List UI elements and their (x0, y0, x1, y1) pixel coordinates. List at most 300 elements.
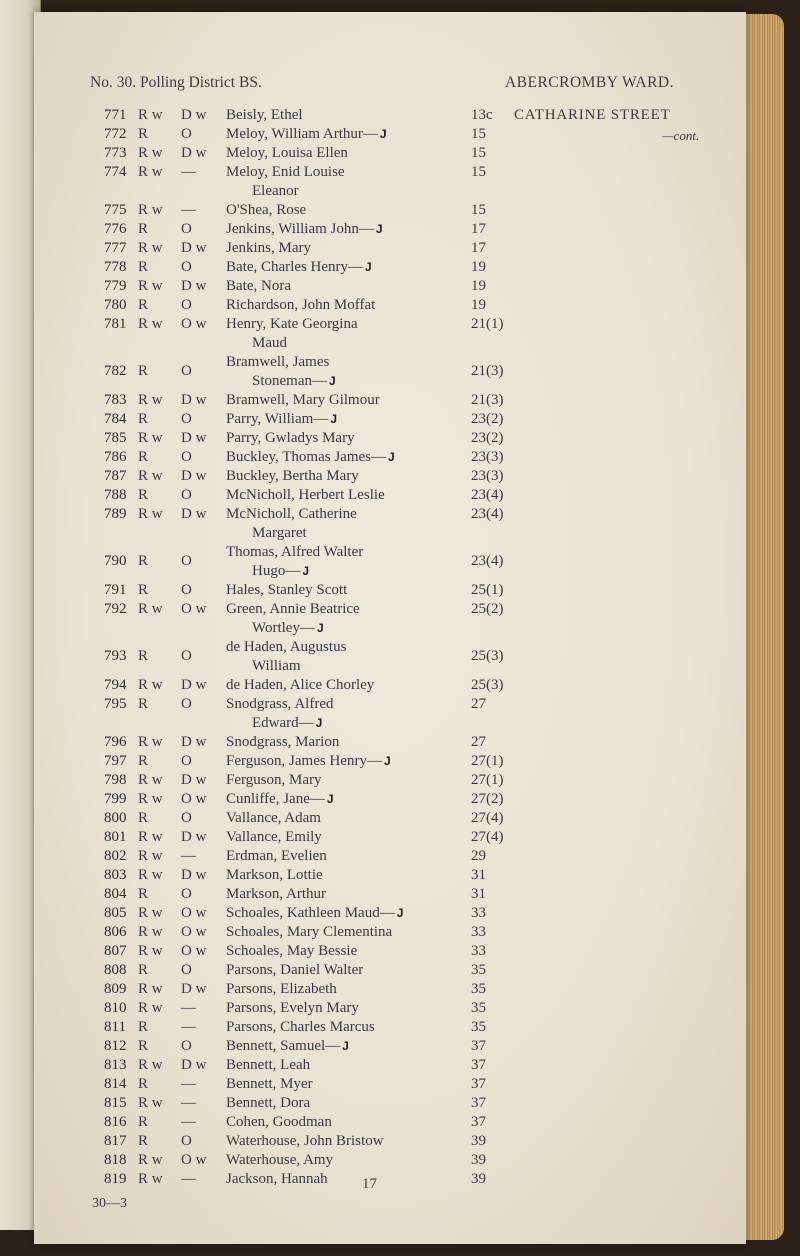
qualification-residence: R (138, 1019, 149, 1035)
house-number: 33 (471, 943, 486, 959)
qualification-occupation: O (181, 411, 192, 427)
house-number: 37 (471, 1076, 486, 1092)
qualification-residence: R (138, 1038, 149, 1054)
list-item (34, 220, 746, 239)
qualification-residence: R w (138, 240, 163, 256)
elector-number: 789 (104, 506, 127, 522)
list-item (34, 258, 746, 277)
elector-name (226, 866, 466, 885)
house-number: 39 (471, 1152, 486, 1168)
house-number: 23(4) (471, 487, 504, 503)
list-item (34, 353, 746, 391)
elector-name (226, 733, 466, 752)
continued-note: —cont. (662, 128, 700, 143)
qualification-occupation: O (181, 363, 192, 379)
elector-number: 793 (104, 648, 127, 664)
signature-code: 30—3 (92, 1196, 127, 1211)
qualification-occupation: — (181, 1076, 196, 1092)
qualification-occupation: D w (181, 677, 207, 693)
list-item (34, 847, 746, 866)
list-item (34, 695, 746, 733)
name-continuation-text: Edward— (252, 715, 314, 731)
qualification-residence: R w (138, 848, 163, 864)
qualification-residence: R (138, 1076, 149, 1092)
list-item (34, 581, 746, 600)
qualification-residence: R w (138, 278, 163, 294)
name-continuation (252, 619, 324, 638)
name-continuation (252, 657, 301, 676)
elector-name (226, 771, 466, 790)
qualification-residence: R (138, 449, 149, 465)
list-item (34, 277, 746, 296)
qualification-occupation: O (181, 1133, 192, 1149)
page-number: 17 (362, 1176, 377, 1192)
name-continuation (252, 334, 287, 353)
list-item (34, 809, 746, 828)
name-text: Green, Annie Beatrice (226, 601, 360, 617)
qualification-occupation: O w (181, 601, 207, 617)
polling-district: No. 30. Polling District BS. (90, 74, 262, 91)
elector-name (226, 410, 466, 429)
elector-number: 812 (104, 1038, 127, 1054)
list-item (34, 315, 746, 353)
name-text: Jenkins, Mary (226, 240, 311, 256)
elector-number: 809 (104, 981, 127, 997)
juror-mark: J (315, 716, 323, 730)
qualification-residence: R (138, 1114, 149, 1130)
name-text: de Haden, Alice Chorley (226, 677, 375, 693)
house-number: 23(4) (471, 506, 504, 522)
qualification-occupation: O w (181, 924, 207, 940)
house-number: 27 (471, 696, 486, 712)
list-item (34, 391, 746, 410)
qualification-residence: R w (138, 1095, 163, 1111)
house-number: 27(4) (471, 810, 504, 826)
qualification-residence: R w (138, 981, 163, 997)
qualification-occupation: D w (181, 392, 207, 408)
name-text: Meloy, Enid Louise (226, 164, 345, 180)
elector-number: 782 (104, 363, 127, 379)
name-text: Markson, Lottie (226, 867, 323, 883)
name-text: Schoales, Kathleen Maud— (226, 905, 395, 921)
name-continuation (252, 714, 322, 733)
house-number: 23(3) (471, 468, 504, 484)
house-number: 39 (471, 1171, 486, 1187)
elector-number: 792 (104, 601, 127, 617)
elector-name (226, 486, 466, 505)
qualification-occupation: O (181, 886, 192, 902)
qualification-residence: R (138, 753, 149, 769)
house-number: 31 (471, 886, 486, 902)
house-number: 19 (471, 259, 486, 275)
list-item (34, 676, 746, 695)
elector-number: 818 (104, 1152, 127, 1168)
qualification-residence: R w (138, 772, 163, 788)
qualification-residence: R w (138, 107, 163, 123)
name-text: Jenkins, William John— (226, 221, 374, 237)
elector-number: 776 (104, 221, 127, 237)
qualification-occupation: D w (181, 430, 207, 446)
qualification-occupation: O (181, 696, 192, 712)
elector-number: 774 (104, 164, 127, 180)
list-item (34, 961, 746, 980)
qualification-occupation: O (181, 297, 192, 313)
elector-number: 815 (104, 1095, 127, 1111)
house-number: 23(2) (471, 430, 504, 446)
name-text: Parsons, Charles Marcus (226, 1019, 375, 1035)
elector-name (226, 258, 466, 277)
name-continuation-text: Eleanor (252, 183, 299, 199)
name-text: Cohen, Goodman (226, 1114, 332, 1130)
elector-name (226, 467, 466, 486)
house-number: 35 (471, 981, 486, 997)
name-text: Parry, William— (226, 411, 329, 427)
house-number: 13c (471, 107, 493, 123)
qualification-occupation: O (181, 810, 192, 826)
qualification-residence: R w (138, 734, 163, 750)
qualification-residence: R w (138, 468, 163, 484)
qualification-occupation: O (181, 582, 192, 598)
name-continuation-text: Stoneman— (252, 373, 327, 389)
name-text: Meloy, William Arthur— (226, 126, 378, 142)
elector-name (226, 828, 466, 847)
name-text: Beisly, Ethel (226, 107, 303, 123)
qualification-residence: R w (138, 1057, 163, 1073)
house-number: 35 (471, 1000, 486, 1016)
elector-name (226, 904, 466, 923)
qualification-residence: R w (138, 1171, 163, 1187)
qualification-occupation: D w (181, 772, 207, 788)
qualification-residence: R w (138, 677, 163, 693)
qualification-occupation: O w (181, 316, 207, 332)
name-continuation (252, 372, 336, 391)
elector-number: 807 (104, 943, 127, 959)
name-text: Parsons, Elizabeth (226, 981, 337, 997)
qualification-occupation: O (181, 449, 192, 465)
list-item (34, 600, 746, 638)
house-number: 17 (471, 221, 486, 237)
qualification-occupation: — (181, 1114, 196, 1130)
qualification-occupation: — (181, 1000, 196, 1016)
elector-number: 814 (104, 1076, 127, 1092)
qualification-residence: R (138, 962, 149, 978)
list-item (34, 505, 746, 543)
name-continuation-text: William (252, 658, 301, 674)
elector-name (226, 220, 466, 239)
elector-number: 813 (104, 1057, 127, 1073)
name-text: Waterhouse, Amy (226, 1152, 334, 1168)
name-text: McNicholl, Catherine (226, 506, 357, 522)
list-item (34, 790, 746, 809)
elector-name (226, 1094, 466, 1113)
ward-name: ABERCROMBY WARD. (504, 74, 674, 91)
list-item (34, 771, 746, 790)
house-number: 25(3) (471, 677, 504, 693)
qualification-occupation: — (181, 202, 196, 218)
house-number: 23(3) (471, 449, 504, 465)
qualification-residence: R w (138, 164, 163, 180)
elector-number: 788 (104, 487, 127, 503)
name-text: Bate, Charles Henry— (226, 259, 364, 275)
elector-name (226, 1113, 466, 1132)
name-text: Waterhouse, John Bristow (226, 1133, 384, 1149)
elector-number: 804 (104, 886, 127, 902)
list-item (34, 1056, 746, 1075)
house-number: 31 (471, 867, 486, 883)
qualification-residence: R (138, 259, 149, 275)
list-item (34, 1094, 746, 1113)
house-number: 19 (471, 297, 486, 313)
house-number: 27(4) (471, 829, 504, 845)
list-item (34, 980, 746, 999)
qualification-occupation: D w (181, 468, 207, 484)
house-number: 25(3) (471, 648, 504, 664)
street-name: CATHARINE STREET (514, 107, 671, 123)
juror-mark: J (387, 450, 395, 464)
name-text: Thomas, Alfred Walter (226, 544, 364, 560)
list-item (34, 1018, 746, 1037)
elector-number: 775 (104, 202, 127, 218)
list-item (34, 866, 746, 885)
elector-name (226, 1075, 466, 1094)
elector-name (226, 885, 466, 904)
qualification-residence: R w (138, 601, 163, 617)
qualification-residence: R (138, 487, 149, 503)
elector-name (226, 429, 466, 448)
juror-mark: J (326, 792, 334, 806)
qualification-residence: R (138, 221, 149, 237)
qualification-residence: R w (138, 430, 163, 446)
elector-name (226, 1037, 466, 1056)
house-number: 25(2) (471, 601, 504, 617)
name-continuation (252, 182, 299, 201)
elector-name (226, 505, 466, 524)
list-item (34, 410, 746, 429)
name-continuation-text: Wortley— (252, 620, 315, 636)
qualification-occupation: D w (181, 867, 207, 883)
house-number: 27(1) (471, 753, 504, 769)
name-text: Vallance, Emily (226, 829, 322, 845)
name-text: Bennett, Leah (226, 1057, 311, 1073)
name-text: Schoales, Mary Clementina (226, 924, 393, 940)
name-text: Vallance, Adam (226, 810, 321, 826)
house-number: 27(1) (471, 772, 504, 788)
list-item (34, 999, 746, 1018)
house-number: 23(4) (471, 553, 504, 569)
elector-number: 787 (104, 468, 127, 484)
name-continuation-text: Hugo— (252, 563, 301, 579)
qualification-occupation: O w (181, 791, 207, 807)
qualification-residence: R (138, 648, 149, 664)
elector-number: 805 (104, 905, 127, 921)
house-number: 29 (471, 848, 486, 864)
elector-number: 801 (104, 829, 127, 845)
list-item (34, 1113, 746, 1132)
qualification-occupation: O (181, 753, 192, 769)
name-text: Hales, Stanley Scott (226, 582, 348, 598)
elector-name (226, 543, 466, 562)
qualification-occupation: D w (181, 145, 207, 161)
elector-number: 799 (104, 791, 127, 807)
elector-number: 777 (104, 240, 127, 256)
name-text: Meloy, Louisa Ellen (226, 145, 348, 161)
elector-name (226, 980, 466, 999)
qualification-residence: R (138, 126, 149, 142)
qualification-occupation: O (181, 487, 192, 503)
name-text: Richardson, John Moffat (226, 297, 376, 313)
list-item (34, 106, 746, 125)
qualification-occupation: O (181, 553, 192, 569)
juror-mark: J (342, 1039, 349, 1053)
qualification-occupation: — (181, 1019, 196, 1035)
qualification-residence: R w (138, 392, 163, 408)
qualification-occupation: — (181, 164, 196, 180)
elector-name (226, 790, 466, 809)
list-item (34, 486, 746, 505)
name-text: Bennett, Samuel— (226, 1038, 341, 1054)
qualification-residence: R (138, 696, 149, 712)
house-number: 33 (471, 924, 486, 940)
name-text: Bramwell, James (226, 354, 330, 370)
name-text: Snodgrass, Marion (226, 734, 340, 750)
elector-name (226, 999, 466, 1018)
house-number: 21(3) (471, 392, 504, 408)
juror-mark: J (365, 260, 372, 274)
list-item (34, 448, 746, 467)
qualification-residence: R (138, 886, 149, 902)
elector-name (226, 296, 466, 315)
name-text: Bennett, Myer (226, 1076, 313, 1092)
name-text: Buckley, Thomas James— (226, 449, 386, 465)
name-text: Bate, Nora (226, 278, 291, 294)
elector-number: 784 (104, 411, 127, 427)
elector-name (226, 448, 466, 467)
elector-name (226, 676, 466, 695)
list-item (34, 942, 746, 961)
elector-number: 819 (104, 1171, 127, 1187)
list-item (34, 201, 746, 220)
list-item (34, 125, 746, 144)
elector-name (226, 1151, 466, 1170)
elector-number: 816 (104, 1114, 127, 1130)
elector-name (226, 1132, 466, 1151)
list-item (34, 296, 746, 315)
juror-mark: J (379, 127, 387, 141)
list-item (34, 163, 746, 201)
qualification-residence: R w (138, 905, 163, 921)
list-item (34, 1132, 746, 1151)
elector-name (226, 106, 466, 125)
page-header (90, 74, 674, 96)
house-number: 27 (471, 734, 486, 750)
qualification-occupation: — (181, 1095, 196, 1111)
elector-name (226, 638, 466, 657)
qualification-residence: R w (138, 867, 163, 883)
qualification-occupation: O (181, 259, 192, 275)
elector-number: 800 (104, 810, 127, 826)
elector-number: 771 (104, 107, 127, 123)
qualification-occupation: O (181, 1038, 192, 1054)
name-text: Ferguson, Mary (226, 772, 322, 788)
name-text: Parsons, Daniel Walter (226, 962, 364, 978)
qualification-residence: R w (138, 943, 163, 959)
house-number: 37 (471, 1114, 486, 1130)
house-number: 35 (471, 962, 486, 978)
qualification-residence: R (138, 297, 149, 313)
list-item (34, 467, 746, 486)
juror-mark: J (396, 906, 404, 920)
qualification-residence: R (138, 553, 149, 569)
qualification-occupation: D w (181, 107, 207, 123)
qualification-occupation: O w (181, 1152, 207, 1168)
house-number: 27(2) (471, 791, 504, 807)
qualification-residence: R w (138, 145, 163, 161)
qualification-occupation: D w (181, 981, 207, 997)
elector-name (226, 201, 466, 220)
elector-number: 783 (104, 392, 127, 408)
house-number: 17 (471, 240, 486, 256)
qualification-residence: R (138, 582, 149, 598)
house-number: 37 (471, 1057, 486, 1073)
qualification-occupation: D w (181, 734, 207, 750)
elector-number: 772 (104, 126, 127, 142)
elector-number: 795 (104, 696, 127, 712)
list-item (34, 429, 746, 448)
elector-name (226, 277, 466, 296)
house-number: 15 (471, 164, 486, 180)
elector-number: 796 (104, 734, 127, 750)
qualification-occupation: D w (181, 240, 207, 256)
name-text: Snodgrass, Alfred (226, 696, 334, 712)
qualification-occupation: O (181, 648, 192, 664)
elector-name (226, 600, 466, 619)
qualification-occupation: O (181, 126, 192, 142)
house-number: 15 (471, 145, 486, 161)
house-number: 25(1) (471, 582, 504, 598)
elector-name (226, 353, 466, 372)
elector-name (226, 581, 466, 600)
elector-number: 791 (104, 582, 127, 598)
name-text: Schoales, May Bessie (226, 943, 358, 959)
list-item (34, 752, 746, 771)
list-item (34, 144, 746, 163)
elector-name (226, 239, 466, 258)
elector-number: 806 (104, 924, 127, 940)
qualification-occupation: D w (181, 829, 207, 845)
list-item (34, 885, 746, 904)
elector-name (226, 163, 466, 182)
juror-mark: J (316, 621, 324, 635)
elector-name (226, 391, 466, 410)
elector-number: 798 (104, 772, 127, 788)
elector-name (226, 695, 466, 714)
juror-mark: J (375, 222, 383, 236)
name-text: Cunliffe, Jane— (226, 791, 325, 807)
juror-mark: J (302, 564, 310, 578)
qualification-residence: R (138, 363, 149, 379)
juror-mark: J (383, 754, 391, 768)
name-text: Bennett, Dora (226, 1095, 311, 1111)
name-text: Ferguson, James Henry— (226, 753, 382, 769)
name-text: Jackson, Hannah (226, 1171, 328, 1187)
name-text: McNicholl, Herbert Leslie (226, 487, 385, 503)
house-number: 39 (471, 1133, 486, 1149)
house-number: 33 (471, 905, 486, 921)
elector-number: 779 (104, 278, 127, 294)
qualification-occupation: O w (181, 943, 207, 959)
elector-name (226, 942, 466, 961)
qualification-occupation: — (181, 848, 196, 864)
